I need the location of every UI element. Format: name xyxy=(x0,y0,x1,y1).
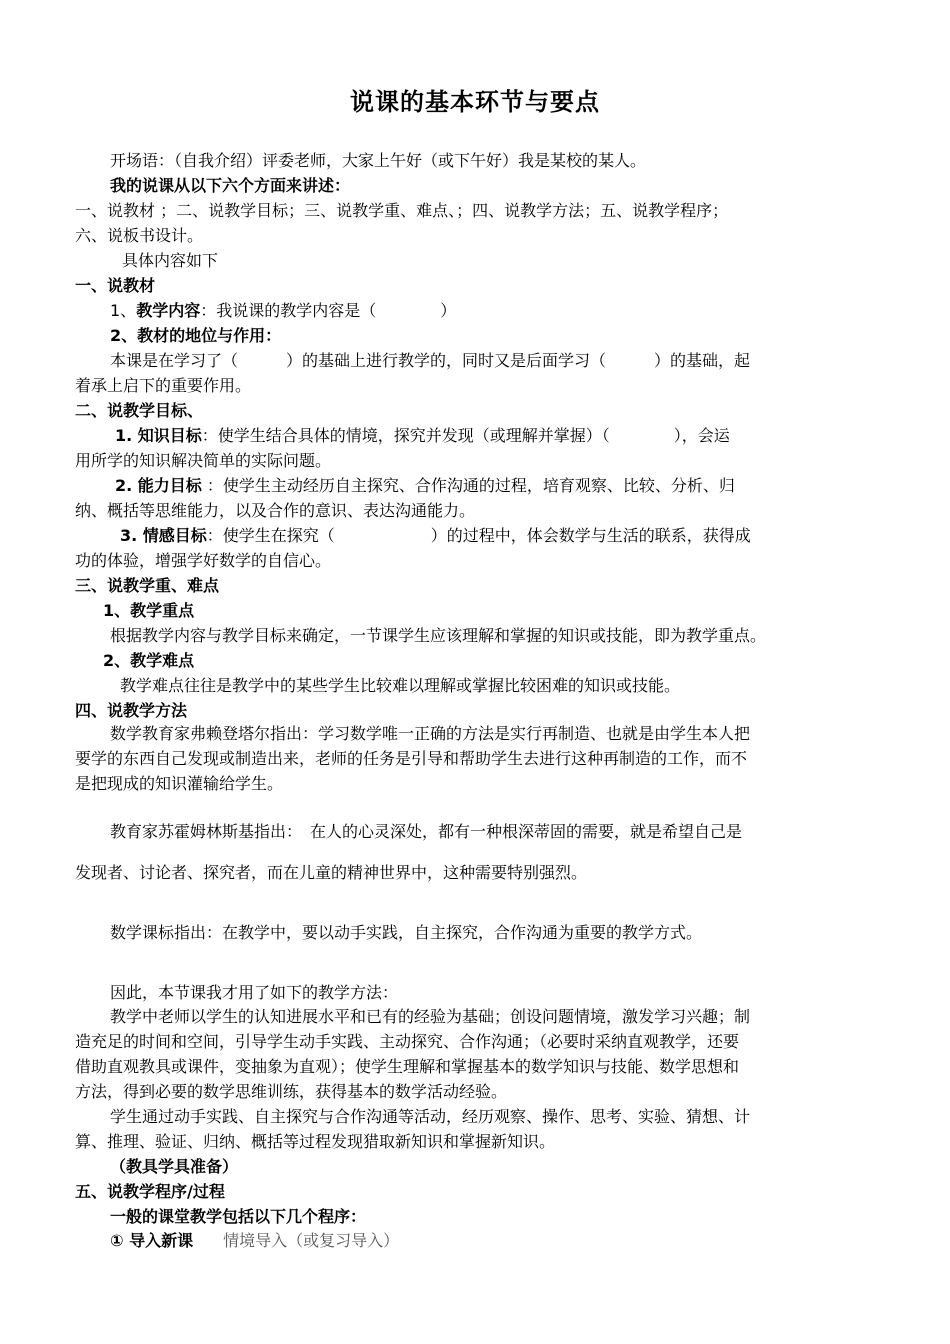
s4-p1-line-1: 数学教育家弗赖登塔尔指出：学习数学唯一正确的方法是实行再制造、也就是由学生本人把 xyxy=(110,724,751,743)
specific-line: 具体内容如下 xyxy=(122,251,219,270)
s4-p2-line-2: 发现者、讨论者、探究者，而在儿童的精神世界中，这种需要特别强烈。 xyxy=(75,863,588,882)
s5-step-1-label: ① 导入新课 xyxy=(110,1231,194,1250)
section-3-heading: 三、说教学重、难点 xyxy=(75,576,220,595)
s2-goal-2-cont: 纳、概括等思维能力，以及合作的意识、表达沟通能力。 xyxy=(75,501,476,520)
s4-p4: 因此，本节课我才用了如下的教学方法： xyxy=(110,983,399,1002)
opening-line: 开场语：（自我介绍）评委老师，大家上午好（或下午好）我是某校的某人。 xyxy=(110,151,647,170)
s2-goal-2-text: ：使学生主动经历自主探究、合作沟通的过程，培育观察、比较、分析、归 xyxy=(201,476,735,495)
s1-item-1 xyxy=(110,300,456,322)
s3-key-text: 根据教学内容与教学目标来确定，一节课学生应该理解和掌握的知识或技能，即为教学重点。 xyxy=(110,626,767,645)
s2-goal-3-cont: 功的体验，增强学好数学的自信心。 xyxy=(75,551,332,570)
section-4-heading: 四、说教学方法 xyxy=(75,701,188,720)
s4-tools: （教具学具准备） xyxy=(110,1157,239,1176)
s1-para-line-1: 本课是在学习了（ ）的基础上进行教学的，同时又是后面学习（ ）的基础，起 xyxy=(110,351,751,370)
s5-step-1 xyxy=(110,1230,399,1252)
s3-diff-heading: 2、教学难点 xyxy=(103,651,195,670)
section-2-heading: 二、说教学目标、 xyxy=(75,401,204,420)
s4-p5-line-2: 造充足的时间和空间，引导学生动手实践、主动探究、合作沟通；（必要时采纳直观教学，还要 xyxy=(75,1032,740,1051)
s4-p5-line-3: 借助直观教具或课件，变抽象为直观）；使学生理解和掌握基本的数学知识与技能、数学思想和 xyxy=(75,1057,740,1076)
s4-p5-line-1: 教学中老师以学生的认知进展水平和已有的经验为基础；创设问题情境，激发学习兴趣；制 xyxy=(110,1007,751,1026)
s2-goal-3-text: ：使学生在探究（ ）的过程中，体会数学与生活的联系，获得成 xyxy=(206,526,751,545)
s5-sub: 一般的课堂教学包括以下几个程序： xyxy=(110,1207,367,1226)
section-1-heading: 一、说教材 xyxy=(75,276,156,295)
s1-para-line-2: 着承上启下的重要作用。 xyxy=(75,376,252,395)
s2-goal-3 xyxy=(120,525,751,547)
s2-goal-3-label: 3. 情感目标 xyxy=(120,526,207,545)
intro-line: 我的说课从以下六个方面来讲述： xyxy=(110,176,351,195)
s4-p1-line-2: 要学的东西自己发现或制造出来，老师的任务是引导和帮助学生去进行这种再制造的工作，而不 xyxy=(75,749,748,768)
s1-item-1-text: ：我说课的教学内容是（ ） xyxy=(200,301,457,320)
s2-goal-1-text: ：使学生结合具体的情境，探究并发现（或理解并掌握）（ ），会运 xyxy=(201,426,730,445)
s5-step-1-text: 情境导入（或复习导入） xyxy=(223,1231,400,1250)
s3-key-heading: 1、教学重点 xyxy=(103,601,195,620)
s2-goal-2-label: 2. 能力目标 xyxy=(115,476,202,495)
six-aspects-line-1: 一、说教材 ；二、说教学目标；三、说教学重、难点、；四、说教学方法；五、说教学程序； xyxy=(75,201,729,220)
s1-item-1-num: 1、 xyxy=(110,301,137,320)
s4-p6-line-2: 算、推理、验证、归纳、概括等过程发现猎取新知识和掌握新知识。 xyxy=(75,1132,556,1151)
section-5-heading: 五、说教学程序/过程 xyxy=(75,1182,225,1201)
s2-goal-1 xyxy=(115,425,730,447)
document-title: 说课的基本环节与要点 xyxy=(350,88,600,116)
s4-p6-line-1: 学生通过动手实践、自主探究与合作沟通等活动，经历观察、操作、思考、实验、猜想、计 xyxy=(110,1107,751,1126)
s2-goal-1-cont: 用所学的知识解决简单的实际问题。 xyxy=(75,451,332,470)
s4-p1-line-3: 是把现成的知识灌输给学生。 xyxy=(75,774,284,793)
s4-p5-line-4: 方法，得到必要的数学思维训练，获得基本的数学活动经验。 xyxy=(75,1082,508,1101)
s4-p3: 数学课标指出：在教学中，要以动手实践，自主探究，合作沟通为重要的教学方式。 xyxy=(110,923,703,942)
s2-goal-1-label: 1. 知识目标 xyxy=(115,426,202,445)
s1-item-1-label: 教学内容 xyxy=(136,301,201,320)
six-aspects-line-2: 六、说板书设计。 xyxy=(75,226,204,245)
s1-item-2: 2、教材的地位与作用： xyxy=(110,326,282,345)
s3-diff-text: 教学难点往往是教学中的某些学生比较难以理解或掌握比较困难的知识或技能。 xyxy=(120,676,681,695)
s4-p2-line-1: 教育家苏霍姆林斯基指出： 在人的心灵深处，都有一种根深蒂固的需要，就是希望自己是 xyxy=(110,822,743,841)
s2-goal-2 xyxy=(115,475,735,497)
